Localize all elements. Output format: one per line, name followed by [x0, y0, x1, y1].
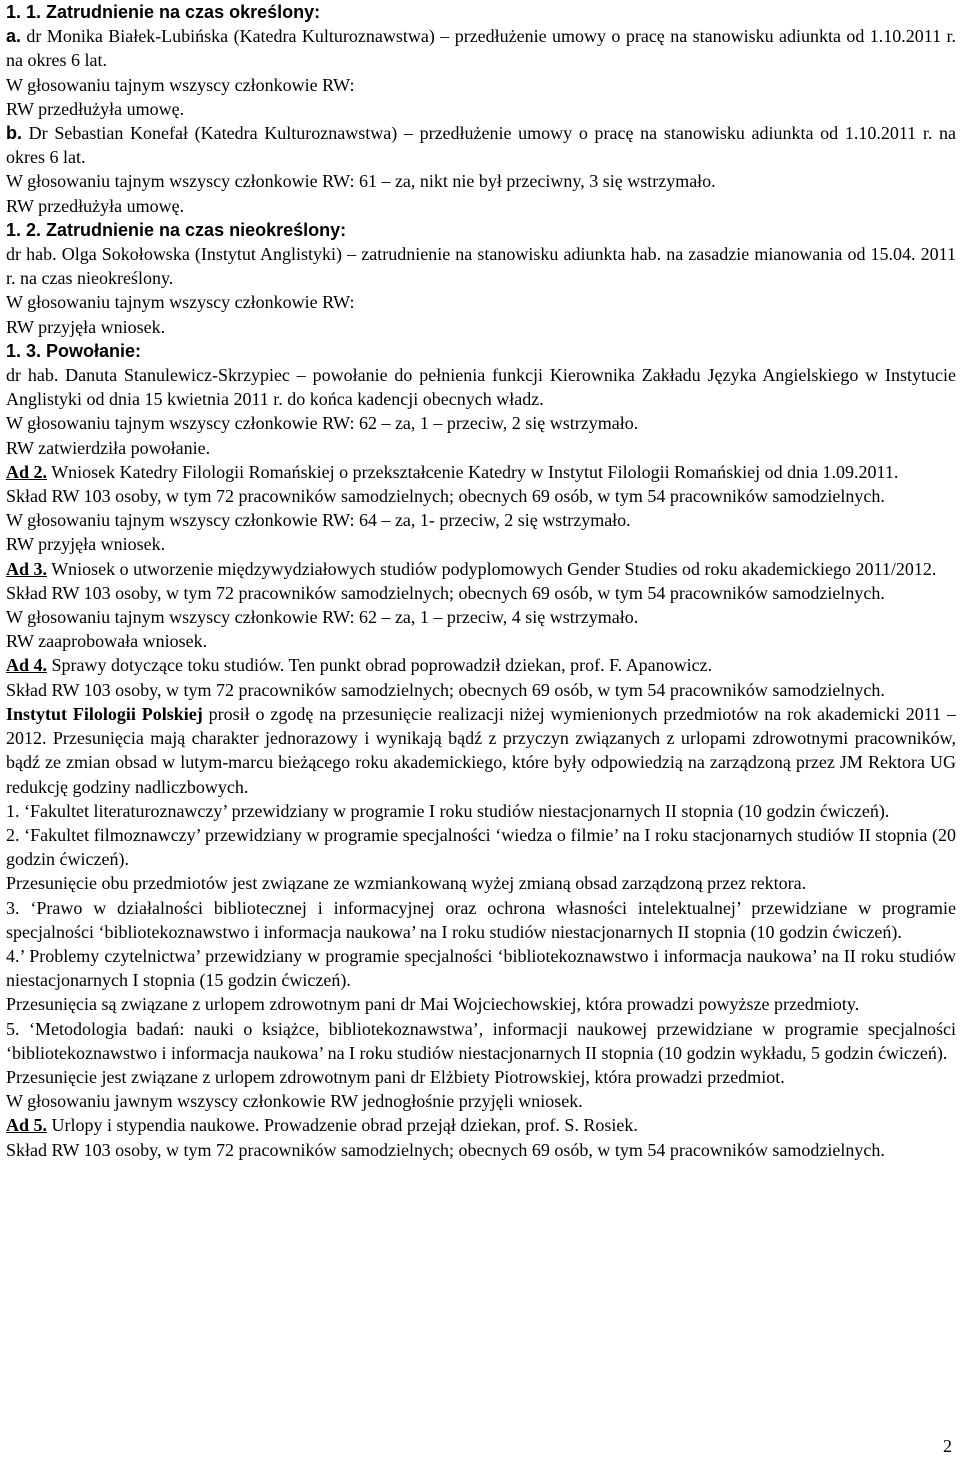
- emphasis-text: 1. 3. Powołanie:: [6, 340, 142, 361]
- paragraph: [6, 1089, 956, 1113]
- paragraph: [6, 629, 956, 653]
- text-run: Sprawy dotyczące toku studiów. Ten punkt obrad poprowadził dziekan, prof. F. Apanowicz.: [47, 655, 713, 676]
- text-run: W głosowaniu tajnym wszyscy członkowie RW: 64 – za, 1- przeciw, 2 się wstrzymało.: [6, 510, 631, 531]
- paragraph: [6, 653, 956, 677]
- paragraph: [6, 702, 956, 799]
- paragraph: [6, 605, 956, 629]
- emphasis-text: 1. 2. Zatrudnienie na czas nieokreślony:: [6, 219, 347, 240]
- section-heading: [6, 339, 956, 363]
- paragraph: [6, 436, 956, 460]
- paragraph: [6, 242, 956, 290]
- text-run: Skład RW 103 osoby, w tym 72 pracowników samodzielnych; obecnych 69 osób, w tym 54 pracowników samodzielnych.: [6, 1139, 885, 1160]
- paragraph: [6, 823, 956, 871]
- paragraph: [6, 799, 956, 823]
- text-run: RW przedłużyła umowę.: [6, 98, 185, 119]
- text-run: Urlopy i stypendia naukowe. Prowadzenie obrad przejął dziekan, prof. S. Rosiek.: [47, 1115, 638, 1136]
- emphasis-text: 1. 1. Zatrudnienie na czas określony:: [6, 2, 321, 22]
- text-run: RW przyjęła wniosek.: [6, 534, 166, 555]
- paragraph: [6, 581, 956, 605]
- text-run: 3. ‘Prawo w działalności bibliotecznej i informacyjnej oraz ochrona własności intelektualnej’ przewidziane w programie specjalności ‘bibliotekoznawstwo i informacja naukowa’ na I roku studiów niestacjonarnych II stopnia (10 godzin ćwiczeń).: [6, 897, 956, 942]
- emphasis-text: b.: [6, 123, 22, 144]
- paragraph: [6, 532, 956, 556]
- paragraph: [6, 121, 956, 169]
- paragraph: [6, 24, 956, 72]
- paragraph: [6, 363, 956, 411]
- text-run: RW przedłużyła umowę.: [6, 195, 185, 216]
- emphasis-text: a.: [6, 26, 22, 47]
- text-run: prosił o zgodę na przesunięcie realizacji niżej wymienionych przedmiotów na rok akademicki 2011 – 2012. Przesunięcia mają charakter jednorazowy i wynikają bądź z przyczyn związanych z urlopami zdrowotnymi pracowników, bądź ze zmian obsad w lutym-marcu bieżącego roku akademickiego, które były odpowiedzią na zarządzoną przez JM Rektora UG redukcję godziny nadliczbowych.: [6, 703, 956, 797]
- emphasis-text: Instytut Filologii Polskiej: [6, 703, 203, 724]
- paragraph: [6, 411, 956, 435]
- text-run: W głosowaniu jawnym wszyscy członkowie RW jednogłośnie przyjęli wniosek.: [6, 1091, 583, 1112]
- paragraph: [6, 194, 956, 218]
- paragraph: [6, 1138, 956, 1162]
- paragraph: [6, 460, 956, 484]
- paragraph: [6, 484, 956, 508]
- paragraph: [6, 1065, 956, 1089]
- text-run: Dr Sebastian Konefał (Katedra Kulturoznawstwa) – przedłużenie umowy o pracę na stanowisku adiunkta od 1.10.2011 r. na okres 6 lat.: [6, 123, 956, 168]
- paragraph: [6, 315, 956, 339]
- text-run: dr hab. Olga Sokołowska (Instytut Anglistyki) – zatrudnienie na stanowisku adiunkta hab. na zasadzie mianowania od 15.04. 2011 r. na czas nieokreślony.: [6, 244, 956, 289]
- paragraph: [6, 1113, 956, 1137]
- paragraph: [6, 290, 956, 314]
- text-run: Wniosek o utworzenie międzywydziałowych studiów podyplomowych Gender Studies od roku akademickiego 2011/2012.: [47, 558, 937, 579]
- text-run: Skład RW 103 osoby, w tym 72 pracowników samodzielnych; obecnych 69 osób, w tym 54 pracowników samodzielnych.: [6, 486, 885, 507]
- text-run: 4.’ Problemy czytelnictwa’ przewidziany w programie specjalności ‘bibliotekoznawstwo i informacja naukowa’ na II roku studiów niestacjonarnych I stopnia (15 godzin ćwiczeń).: [6, 945, 956, 991]
- text-run: 2. ‘Fakultet filmoznawczy’ przewidziany w programie specjalności ‘wiedza o filmie’ na I roku stacjonarnych studiów II stopnia (20 godzin ćwiczeń).: [6, 824, 956, 870]
- section-heading: [6, 218, 956, 242]
- text-run: 5. ‘Metodologia badań: nauki o książce, bibliotekoznawstwa’, informacji naukowej przewidziane w programie specjalności ‘bibliotekoznawstwo i informacja naukowa’ na I roku studiów niestacjonarnych II stopnia (10 godzin wykładu, 5 godzin ćwiczeń).: [6, 1018, 956, 1063]
- emphasis-text: Ad 2.: [6, 461, 48, 482]
- paragraph: [6, 97, 956, 121]
- paragraph: [6, 992, 956, 1016]
- paragraph: [6, 73, 956, 97]
- text-run: RW zatwierdziła powołanie.: [6, 437, 211, 458]
- text-run: RW zaaprobowała wniosek.: [6, 631, 208, 652]
- text-run: Wniosek Katedry Filologii Romańskiej o przekształcenie Katedry w Instytut Filologii Romańskiej od dnia 1.09.2011.: [47, 461, 899, 482]
- emphasis-text: Ad 3.: [6, 558, 48, 579]
- paragraph: [6, 169, 956, 193]
- text-run: Skład RW 103 osoby, w tym 72 pracowników samodzielnych; obecnych 69 osób, w tym 54 pracowników samodzielnych.: [6, 679, 885, 700]
- text-run: RW przyjęła wniosek.: [6, 316, 166, 337]
- emphasis-text: Ad 4.: [6, 655, 48, 676]
- paragraph: [6, 508, 956, 532]
- text-run: Przesunięcie jest związane z urlopem zdrowotnym pani dr Elżbiety Piotrowskiej, która prowadzi przedmiot.: [6, 1066, 785, 1087]
- text-run: dr Monika Białek-Lubińska (Katedra Kulturoznawstwa) – przedłużenie umowy o pracę na stanowisku adiunkta od 1.10.2011 r. na okres 6 lat.: [6, 26, 956, 71]
- page-number: 2: [943, 1436, 952, 1456]
- text-run: W głosowaniu tajnym wszyscy członkowie RW: 62 – za, 1 – przeciw, 4 się wstrzymało.: [6, 607, 639, 628]
- paragraph: [6, 871, 956, 895]
- paragraph: [6, 557, 956, 581]
- text-run: W głosowaniu tajnym wszyscy członkowie RW:: [6, 74, 355, 95]
- paragraph: [6, 1017, 956, 1065]
- emphasis-text: Ad 5.: [6, 1115, 48, 1136]
- text-run: 1. ‘Fakultet literaturoznawczy’ przewidziany w programie I roku studiów niestacjonarnych II stopnia (10 godzin ćwiczeń).: [6, 800, 890, 821]
- paragraph: [6, 678, 956, 702]
- paragraph: [6, 944, 956, 992]
- section-heading: [6, 0, 956, 24]
- text-run: W głosowaniu tajnym wszyscy członkowie RW:: [6, 292, 355, 313]
- text-run: W głosowaniu tajnym wszyscy członkowie RW: 62 – za, 1 – przeciw, 2 się wstrzymało.: [6, 413, 639, 434]
- text-run: Przesunięcia są związane z urlopem zdrowotnym pani dr Mai Wojciechowskiej, która prowadzi powyższe przedmioty.: [6, 994, 860, 1015]
- text-run: Przesunięcie obu przedmiotów jest związane ze wzmiankowaną wyżej zmianą obsad zarządzoną przez rektora.: [6, 873, 807, 894]
- paragraph: [6, 896, 956, 944]
- document-body: [6, 0, 956, 1162]
- text-run: Skład RW 103 osoby, w tym 72 pracowników samodzielnych; obecnych 69 osób, w tym 54 pracowników samodzielnych.: [6, 582, 885, 603]
- text-run: W głosowaniu tajnym wszyscy członkowie RW: 61 – za, nikt nie był przeciwny, 3 się wstrzymało.: [6, 171, 716, 192]
- text-run: dr hab. Danuta Stanulewicz-Skrzypiec – powołanie do pełnienia funkcji Kierownika Zakładu Języka Angielskiego w Instytucie Anglistyki od dnia 15 kwietnia 2011 r. do końca kadencji obecnych władz.: [6, 365, 956, 410]
